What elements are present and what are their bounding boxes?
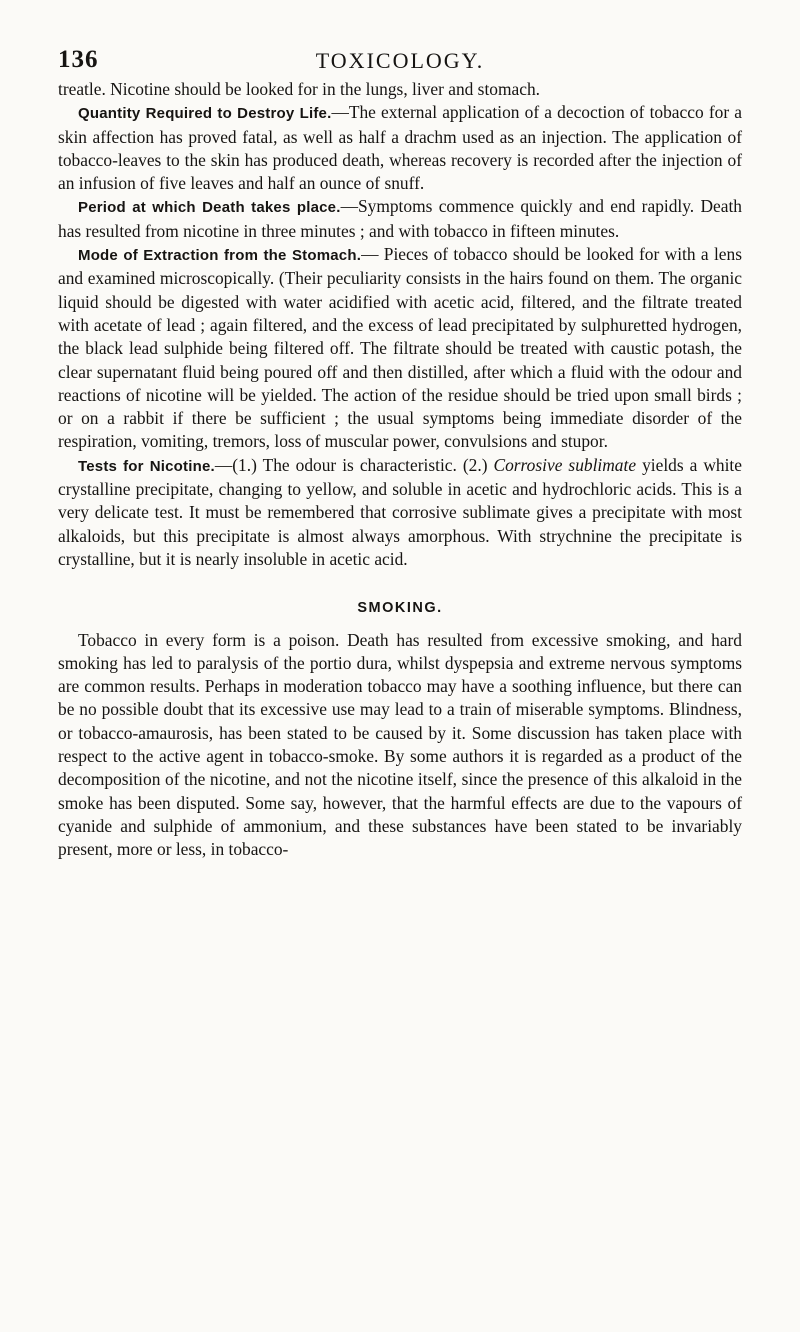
paragraph-continued: treatle. Nicotine should be looked for in the lungs, liver and stomach. <box>58 79 540 99</box>
italic-term: Corrosive sublimate <box>493 454 637 475</box>
body-text <box>58 78 742 862</box>
paragraph-quantity: Quantity Required to Destroy Life.—The external application of a decoction of tobacco for a skin affection has proved fatal, as well as half a drachm used as an injection. The application of tobacco-leaves to the skin has produced death, whereas recovery is recorded after the injection of an infusion of five leaves and half an ounce of snuff. <box>58 102 742 194</box>
run-in-heading: Period at which Death takes place. <box>78 199 341 217</box>
paragraph-period: Period at which Death takes place.—Symptoms commence quickly and end rapidly. Death has resulted from nicotine in three minutes ; and with tobacco in fifteen minutes. <box>58 196 742 241</box>
paragraph-smoking: Tobacco in every form is a poison. Death has resulted from excessive smoking, and hard smoking has led to paralysis of the portio dura, whilst dyspepsia and extreme nervous symptoms are common results. Perhaps in moderation tobacco may have a soothing influence, but there can be no possible doubt that its excessive use may lead to a train of miserable symptoms. Blindness, or tobacco-amaurosis, has been stated to be caused by it. Some discussion has taken place with respect to the active agent in tobacco-smoke. By some authors it is regarded as a product of the decomposition of the nicotine, and not the nicotine itself, since the presence of this alkaloid in the smoke has been disputed. Some say, however, that the harmful effects are due to the vapours of cyanide and sulphide of ammonium, and these substances have been stated to be invariably present, more or less, in tobacco- <box>58 629 742 860</box>
running-title: TOXICOLOGY. <box>315 48 485 73</box>
page-number: 136 <box>58 46 99 73</box>
run-in-heading: Mode of Extraction from the Stomach. <box>78 247 362 265</box>
run-in-heading: Tests for Nicotine. <box>78 457 215 475</box>
section-heading: SMOKING. <box>357 600 443 617</box>
run-in-heading: Quantity Required to Destroy Life. <box>78 105 332 123</box>
paragraph-extraction: Mode of Extraction from the Stomach.— Pieces of tobacco should be looked for with a lens and examined microscopically. (Their peculiarity consists in the hairs found on them. The organic liquid should be digested with water acidified with acetic acid, filtered, and the filtrate treated with acetate of lead ; again filtered, and the excess of lead precipitated by sulphuretted hydrogen, the black lead sulphide being filtered off. The filtrate should be treated with caustic potash, the clear supernatant fluid being poured off and then distilled, after which a fluid with the odour and reactions of nicotine will be yielded. The action of the residue should be tried upon small birds ; or on a rabbit if there be sufficient ; the usual symptoms being immediate disorder of the respiration, vomiting, tremors, loss of muscular power, convulsions and stupor. <box>58 244 742 452</box>
paragraph-tests: Tests for Nicotine.—(1.) The odour is characteristic. (2.) Corrosive sublimate yields a white crystalline precipitate, changing to yellow, and soluble in acetic and hydrochloric acids. This is a very delicate test. It must be remembered that corrosive sublimate gives a precipitate with most alkaloids, but this precipitate is almost always amorphous. With strychnine the precipitate is crystalline, but it is nearly insoluble in acetic acid. <box>58 454 742 569</box>
running-head <box>58 46 742 78</box>
